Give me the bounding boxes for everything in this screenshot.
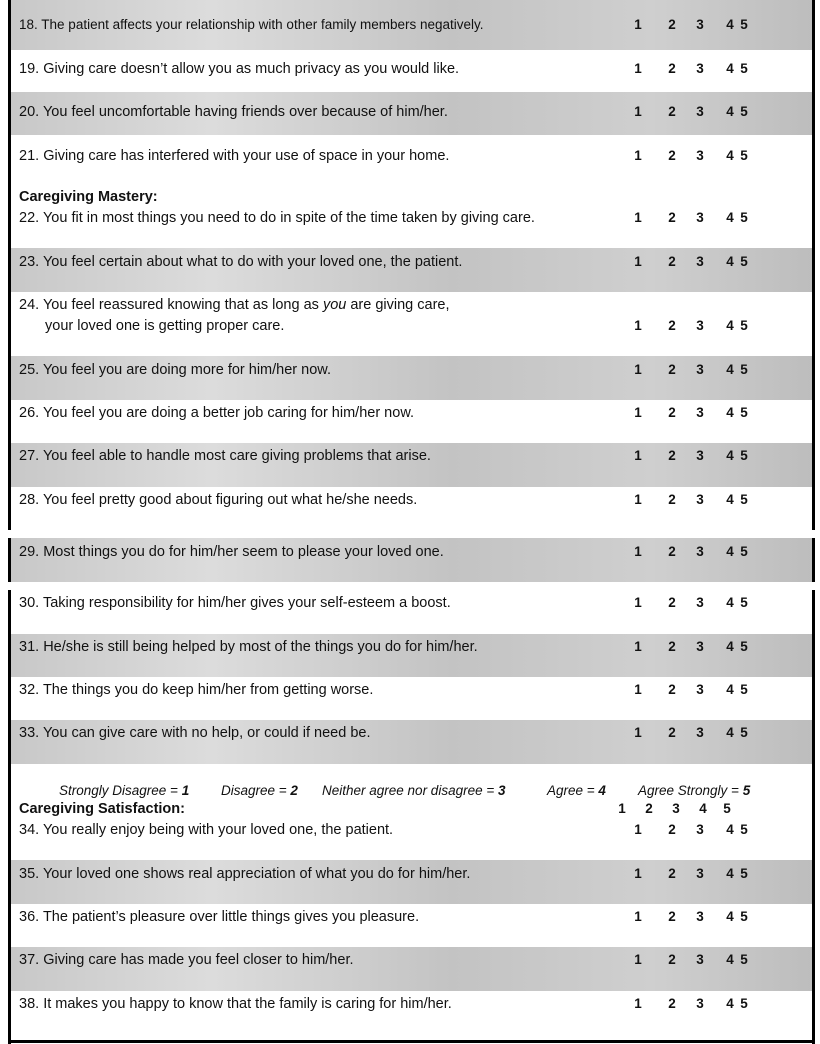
rating-5: 5 (740, 952, 748, 967)
rating-2: 2 (668, 866, 676, 881)
item-text: 23. You feel certain about what to do with your loved one, the patient. (19, 254, 463, 270)
item-text: 28. You feel pretty good about figuring out what he/she needs. (19, 492, 418, 508)
rating-scale (11, 103, 812, 121)
rating-scale (11, 447, 812, 465)
item-text: 25. You feel you are doing more for him/her now. (19, 362, 331, 378)
rating-1: 1 (634, 909, 642, 924)
rating-1: 1 (634, 254, 642, 269)
legend-strongly-disagree: Strongly Disagree = 1 (59, 783, 190, 798)
rating-4: 4 (726, 362, 734, 377)
frame-right-middle (812, 538, 815, 582)
rating-4: 4 (726, 639, 734, 654)
rating-4: 4 (726, 909, 734, 924)
column-header-4: 4 (699, 801, 707, 816)
rating-2: 2 (668, 822, 676, 837)
rating-3: 3 (696, 866, 704, 881)
rating-4: 4 (726, 492, 734, 507)
rating-5: 5 (740, 210, 748, 225)
rating-1: 1 (634, 996, 642, 1011)
rating-2: 2 (668, 909, 676, 924)
rating-3: 3 (696, 595, 704, 610)
item-text-line2: your loved one is getting proper care. (45, 318, 285, 334)
item-text: 36. The patient’s pleasure over little things gives you pleasure. (19, 909, 420, 925)
rating-scale (11, 16, 812, 34)
rating-2: 2 (668, 725, 676, 740)
rating-scale (11, 681, 812, 699)
item-text: 37. Giving care has made you feel closer to him/her. (19, 952, 354, 968)
rating-2: 2 (668, 61, 676, 76)
rating-2: 2 (668, 148, 676, 163)
rating-5: 5 (740, 148, 748, 163)
legend-agree: Agree = 4 (547, 783, 606, 798)
item-text: 26. You feel you are doing a better job caring for him/her now. (19, 405, 415, 421)
rating-5: 5 (740, 682, 748, 697)
rating-scale (11, 908, 812, 926)
rating-4: 4 (726, 544, 734, 559)
rating-5: 5 (740, 318, 748, 333)
rating-4: 4 (726, 254, 734, 269)
rating-2: 2 (668, 639, 676, 654)
rating-scale (11, 638, 812, 656)
item-row (11, 443, 812, 487)
rating-1: 1 (634, 405, 642, 420)
item-text: 21. Giving care has interfered with your use of space in your home. (19, 148, 450, 164)
frame-right-upper (812, 0, 815, 530)
rating-2: 2 (668, 254, 676, 269)
rating-3: 3 (696, 909, 704, 924)
rating-2: 2 (668, 492, 676, 507)
item-row (11, 400, 812, 443)
rating-4: 4 (726, 866, 734, 881)
item-row (11, 0, 812, 50)
rating-3: 3 (696, 318, 704, 333)
item-row (11, 860, 812, 904)
rating-4: 4 (726, 148, 734, 163)
rating-4: 4 (726, 318, 734, 333)
item-row (11, 292, 812, 356)
rating-scale (11, 724, 812, 742)
rating-scale (11, 821, 812, 839)
rating-5: 5 (740, 17, 748, 32)
rating-3: 3 (696, 725, 704, 740)
rating-1: 1 (634, 492, 642, 507)
item-text: 18. The patient affects your relationship with other family members negatively. (19, 17, 484, 32)
item-text: 20. You feel uncomfortable having friends over because of him/her. (19, 104, 448, 120)
item-text: 24. You feel reassured knowing that as long as you are giving care, (19, 297, 450, 313)
item-text: 38. It makes you happy to know that the family is caring for him/her. (19, 996, 452, 1012)
item-text: 31. He/she is still being helped by most of the things you do for him/her. (19, 639, 478, 655)
rating-scale (11, 491, 812, 509)
rating-scale (11, 209, 812, 227)
rating-3: 3 (696, 822, 704, 837)
section-heading-mastery: Caregiving Mastery: (19, 189, 158, 205)
rating-scale (11, 253, 812, 271)
rating-4: 4 (726, 996, 734, 1011)
rating-1: 1 (634, 17, 642, 32)
item-text: 30. Taking responsibility for him/her gives your self-esteem a boost. (19, 595, 451, 611)
rating-1: 1 (634, 61, 642, 76)
rating-3: 3 (696, 104, 704, 119)
rating-2: 2 (668, 362, 676, 377)
item-text: 35. Your loved one shows real appreciation of what you do for him/her. (19, 866, 471, 882)
rating-1: 1 (634, 725, 642, 740)
rating-3: 3 (696, 61, 704, 76)
rating-5: 5 (740, 909, 748, 924)
rating-4: 4 (726, 595, 734, 610)
rating-3: 3 (696, 996, 704, 1011)
rating-4: 4 (726, 210, 734, 225)
item-text: 29. Most things you do for him/her seem to please your loved one. (19, 544, 444, 560)
rating-4: 4 (726, 104, 734, 119)
item-row (11, 50, 812, 92)
rating-2: 2 (668, 210, 676, 225)
rating-5: 5 (740, 492, 748, 507)
rating-5: 5 (740, 362, 748, 377)
frame-bottom (8, 1040, 815, 1043)
rating-4: 4 (726, 682, 734, 697)
rating-3: 3 (696, 210, 704, 225)
item-row (11, 947, 812, 991)
rating-1: 1 (634, 104, 642, 119)
rating-4: 4 (726, 725, 734, 740)
rating-1: 1 (634, 362, 642, 377)
legend-disagree: Disagree = 2 (221, 783, 298, 798)
rating-5: 5 (740, 639, 748, 654)
legend-agree-strongly: Agree Strongly = 5 (638, 783, 751, 798)
rating-scale (11, 361, 812, 379)
rating-4: 4 (726, 952, 734, 967)
item-text: 32. The things you do keep him/her from getting worse. (19, 682, 374, 698)
section-heading-satisfaction: Caregiving Satisfaction: (19, 801, 185, 817)
rating-scale (11, 60, 812, 78)
rating-5: 5 (740, 61, 748, 76)
rating-3: 3 (696, 492, 704, 507)
rating-1: 1 (634, 544, 642, 559)
rating-2: 2 (668, 17, 676, 32)
mastery-section (11, 177, 812, 248)
rating-scale (11, 594, 812, 612)
rating-1: 1 (634, 210, 642, 225)
item-row (11, 677, 812, 720)
rating-3: 3 (696, 682, 704, 697)
rating-3: 3 (696, 17, 704, 32)
rating-1: 1 (634, 318, 642, 333)
rating-5: 5 (740, 595, 748, 610)
rating-4: 4 (726, 405, 734, 420)
rating-1: 1 (634, 682, 642, 697)
rating-scale (11, 317, 812, 335)
rating-5: 5 (740, 405, 748, 420)
rating-4: 4 (726, 61, 734, 76)
rating-2: 2 (668, 996, 676, 1011)
item-text: 33. You can give care with no help, or could if need be. (19, 725, 371, 741)
item-row (11, 904, 812, 947)
rating-3: 3 (696, 405, 704, 420)
item-text: 27. You feel able to handle most care giving problems that arise. (19, 448, 431, 464)
rating-2: 2 (668, 952, 676, 967)
rating-2: 2 (668, 405, 676, 420)
rating-5: 5 (740, 254, 748, 269)
rating-5: 5 (740, 866, 748, 881)
rating-3: 3 (696, 362, 704, 377)
rating-5: 5 (740, 544, 748, 559)
column-header-1: 1 (618, 801, 626, 816)
item-row (11, 590, 812, 634)
item-row (11, 487, 812, 530)
item-row (11, 135, 812, 177)
rating-scale (11, 147, 812, 165)
item-row (11, 634, 812, 677)
rating-3: 3 (696, 544, 704, 559)
item-row (11, 818, 812, 860)
rating-3: 3 (696, 254, 704, 269)
column-header-2: 2 (645, 801, 653, 816)
rating-1: 1 (634, 148, 642, 163)
rating-2: 2 (668, 448, 676, 463)
item-row (11, 720, 812, 764)
rating-scale (11, 995, 812, 1013)
rating-3: 3 (696, 148, 704, 163)
rating-3: 3 (696, 448, 704, 463)
rating-5: 5 (740, 822, 748, 837)
rating-3: 3 (696, 639, 704, 654)
item-row (11, 991, 812, 1040)
rating-5: 5 (740, 104, 748, 119)
rating-scale (11, 951, 812, 969)
item-text: 22. You fit in most things you need to do in spite of the time taken by giving care. (19, 210, 535, 226)
item-row (11, 248, 812, 292)
rating-scale (11, 404, 812, 422)
rating-4: 4 (726, 448, 734, 463)
column-header-5: 5 (723, 801, 731, 816)
rating-1: 1 (634, 866, 642, 881)
rating-1: 1 (634, 952, 642, 967)
rating-2: 2 (668, 318, 676, 333)
item-text: 34. You really enjoy being with your loved one, the patient. (19, 822, 394, 838)
rating-4: 4 (726, 17, 734, 32)
rating-1: 1 (634, 448, 642, 463)
item-row (11, 356, 812, 400)
rating-1: 1 (634, 595, 642, 610)
rating-scale (11, 543, 812, 561)
rating-2: 2 (668, 595, 676, 610)
rating-5: 5 (740, 725, 748, 740)
rating-5: 5 (740, 996, 748, 1011)
item-row (11, 92, 812, 135)
rating-4: 4 (726, 822, 734, 837)
rating-1: 1 (634, 639, 642, 654)
rating-2: 2 (668, 544, 676, 559)
rating-2: 2 (668, 104, 676, 119)
legend-neutral: Neither agree nor disagree = 3 (322, 783, 506, 798)
column-header-3: 3 (672, 801, 680, 816)
rating-5: 5 (740, 448, 748, 463)
rating-scale (11, 865, 812, 883)
item-text: 19. Giving care doesn’t allow you as much privacy as you would like. (19, 61, 460, 77)
rating-3: 3 (696, 952, 704, 967)
frame-right-lower (812, 590, 815, 1044)
item-row (11, 538, 812, 582)
rating-1: 1 (634, 822, 642, 837)
rating-2: 2 (668, 682, 676, 697)
